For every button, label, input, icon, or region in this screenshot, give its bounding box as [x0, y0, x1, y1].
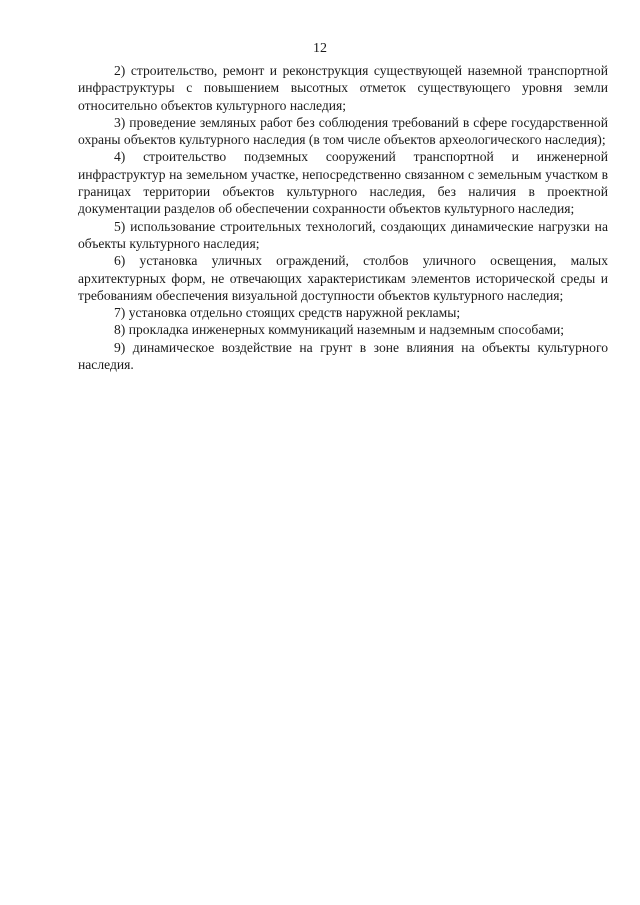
list-item: 2) строительство, ремонт и реконструкция существующей наземной транспортной инфраструктуры с повышением высотных отметок существующего уровня земли относительно объектов культурного наследия; — [78, 63, 608, 113]
document-body — [78, 62, 608, 373]
list-item: 4) строительство подземных сооружений транспортной и инженерной инфраструктур на земельном участке, непосредственно связанном с земельным участком в границах территории объектов культурного наследия, без наличия в проектной документации разделов об обеспечении сохранности объектов культурного наследия; — [78, 149, 608, 217]
page-number: 12 — [313, 41, 327, 56]
list-item: 3) проведение земляных работ без соблюдения требований в сфере государственной охраны объектов культурного наследия (в том числе объектов археологического наследия); — [78, 114, 608, 148]
list-item: 5) использование строительных технологий, создающих динамические нагрузки на объекты культурного наследия; — [78, 218, 608, 251]
list-item: 6) установка уличных ограждений, столбов уличного освещения, малых архитектурных форм, не отвечающих характеристикам элементов исторической среды и требованиям обеспечения визуальной доступности объектов культурного наследия; — [78, 253, 608, 303]
list-item: 8) прокладка инженерных коммуникаций наземным и надземным способами; — [114, 322, 565, 338]
list-item: 9) динамическое воздействие на грунт в зоне влияния на объекты культурного наследия. — [78, 339, 608, 373]
list-item: 7) установка отдельно стоящих средств наружной рекламы; — [114, 305, 461, 321]
